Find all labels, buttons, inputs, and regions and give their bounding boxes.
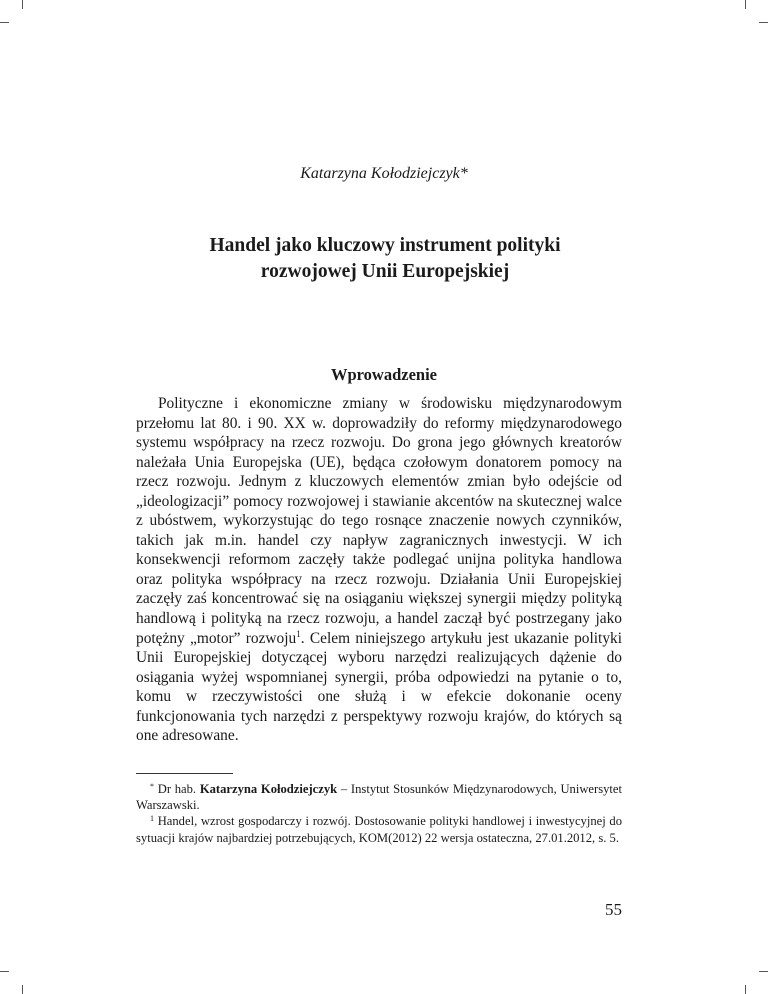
section-heading: Wprowadzenie: [330, 365, 438, 384]
footnote-marker: *: [150, 782, 154, 791]
body-text-part-2: . Celem niniejszego artykułu jest ukazanie polityki Unii Europejskiej dotyczącej wyboru narzędzi realizujących dążenie do osiągania wyżej wspomnianej synergii, próba odpowiedzi na pytanie o to, komu w rzeczywistości one służą i w efekcie dokonanie oceny funkcjonowania tych narzędzi z perspektywy rozwoju krajów, do których są one adresowane.: [136, 629, 622, 745]
page-number: 55: [605, 900, 622, 919]
footnotes: [136, 781, 622, 846]
crop-mark: [22, 985, 23, 994]
author-line: [0, 165, 768, 183]
footnote-reference: 1: [296, 628, 301, 639]
footnote-1-text: Handel, wzrost gospodarczy i rozwój. Dostosowanie polityki handlowej i inwestycyjnej do sytuacji krajów najbardziej potrzebujących, KOM(2012) 22 wersja ostateczna, 27.01.2012, s. 5.: [136, 814, 622, 845]
author-marker: *: [459, 165, 468, 182]
footnote-author-name: Katarzyna Kołodziejczyk: [199, 782, 338, 796]
footnote-prefix: Dr hab.: [157, 782, 197, 796]
footnote-separator: [136, 773, 233, 774]
article-title: [150, 233, 620, 285]
title-line-1: Handel jako kluczowy instrument polityki: [209, 235, 561, 256]
crop-mark: [0, 971, 9, 972]
crop-mark: [745, 0, 746, 9]
crop-mark: [759, 971, 768, 972]
author-name: Katarzyna Kołodziejczyk: [300, 165, 460, 182]
crop-mark: [0, 22, 9, 23]
title-line-2: rozwojowej Unii Europejskiej: [260, 261, 510, 282]
crop-mark: [759, 22, 768, 23]
footnote-number: 1: [150, 814, 154, 824]
body-text-part-1: Polityczne i ekonomiczne zmiany w środowisku międzynarodowym przełomu lat 80. i 90. XX w. doprowadziły do reformy międzynarodowego systemu współpracy na rzecz rozwoju. Do grona jego głównych kreatorów należała Unia Europejska (UE), będąca czołowym donatorem pomocy na rzecz rozwoju. Jednym z kluczowych elementów zmian było odejście od „ideologizacji” pomocy rozwojowej i stawianie akcentów na skutecznej walce z ubóstwem, wykorzystując do tego rosnące znaczenie nowych czynników, takich jak m.in. handel czy napływ zagranicznych inwestycji. W ich konsekwencji reformom zaczęły także podlegać unijna polityka handlowa oraz polityka współpracy na rzecz rozwoju. Działania Unii Europejskiej zaczęły zaś koncentrować się na osiąganiu większej synergii między polityką handlową i polityką na rzecz rozwoju, a handel zaczął być postrzegany jako potężny „motor” rozwoju: [136, 395, 622, 647]
body-paragraph: [136, 394, 622, 746]
crop-mark: [22, 0, 23, 9]
footnote-affiliation: – Instytut Stosunków Międzynarodowych, Uniwersytet Warszawski.: [136, 782, 622, 813]
crop-mark: [745, 985, 746, 994]
footnote-author: [136, 781, 622, 813]
footnote-1: [136, 813, 622, 845]
